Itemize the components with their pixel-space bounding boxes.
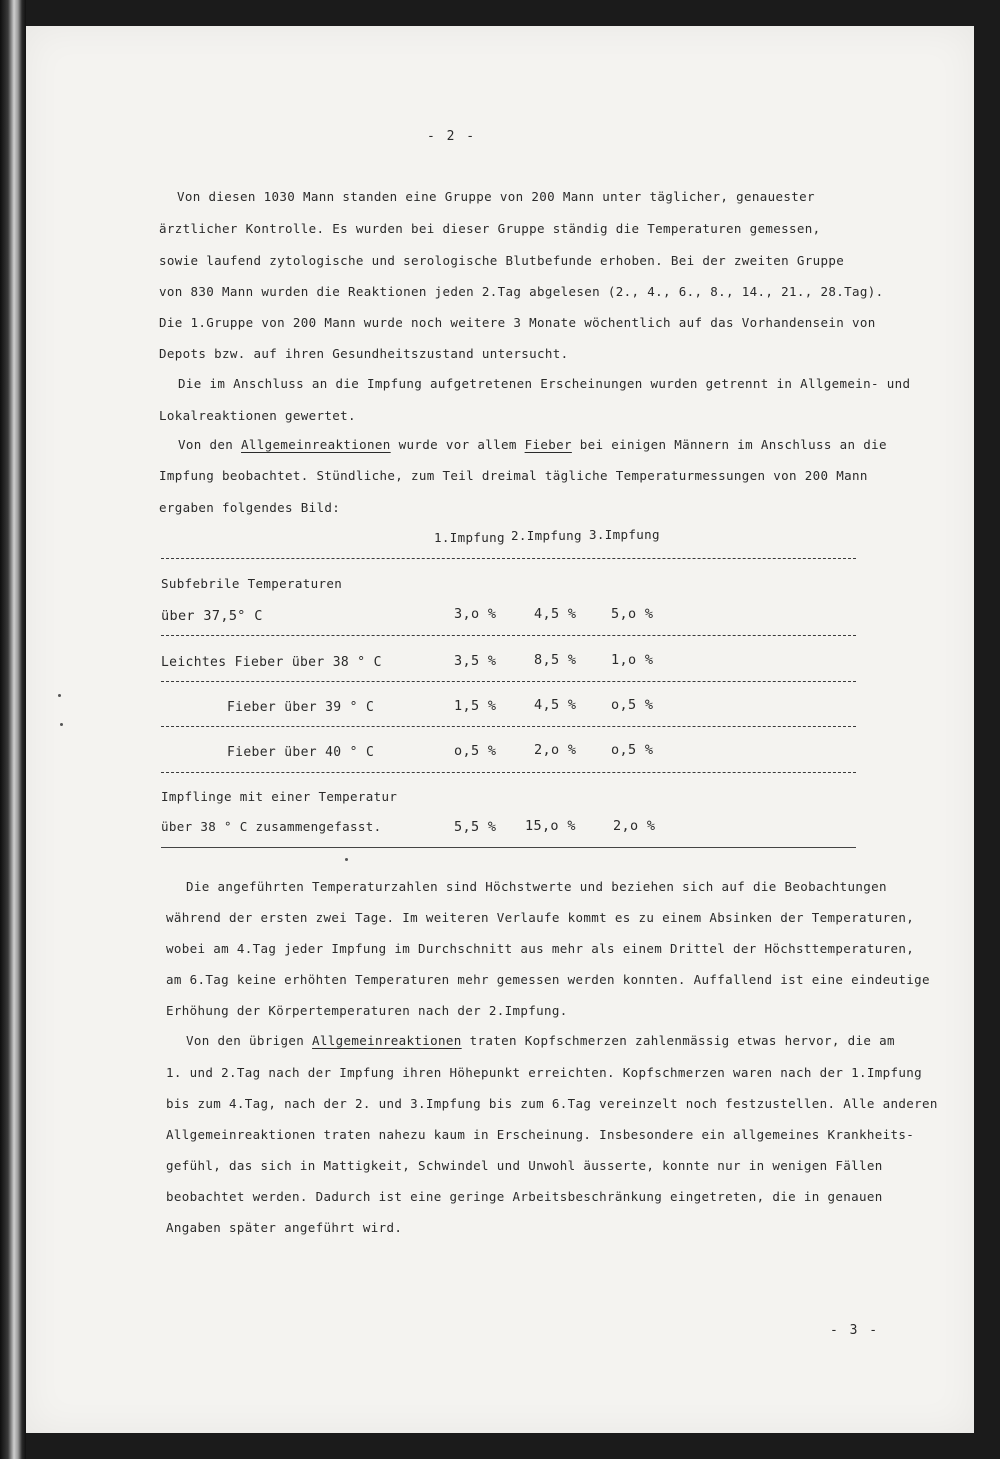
table-cell: o,5 % [454,743,497,759]
table-cell: 3,o % [454,606,497,622]
scan-speck [58,694,61,697]
text-line: bis zum 4.Tag, nach der 2. und 3.Impfung bis zum 6.Tag vereinzelt noch festzustellen. Alle anderen [166,1096,938,1111]
row-label: über 38 ° C zusammengefasst. [161,819,382,834]
text-line: wobei am 4.Tag jeder Impfung im Durchschnitt aus mehr als einem Drittel der Höchsttemperaturen, [166,941,915,956]
page-number: - 2 - [427,129,477,144]
next-page-number: - 3 - [830,1323,880,1338]
row-label: über 37,5° C [161,608,263,624]
scan-binding-edge [0,0,26,1459]
text-line: Von diesen 1030 Mann standen eine Gruppe von 200 Mann unter täglicher, genauester [177,189,815,204]
table-cell: 5,5 % [454,819,497,835]
text-line: ärztlicher Kontrolle. Es wurden bei dieser Gruppe ständig die Temperaturen gemessen, [159,221,821,236]
text-line: Die angeführten Temperaturzahlen sind Höchstwerte und beziehen sich auf die Beobachtungen [186,879,887,894]
scan-speck [345,858,348,861]
text-line: 1. und 2.Tag nach der Impfung ihren Höhepunkt erreichten. Kopfschmerzen waren nach der 1.Impfung [166,1065,923,1080]
text-line: Die 1.Gruppe von 200 Mann wurde noch weitere 3 Monate wöchentlich auf das Vorhandensein von [159,315,876,330]
text-line: von 830 Mann wurden die Reaktionen jeden 2.Tag abgelesen (2., 4., 6., 8., 14., 21., 28.Tag). [159,284,884,299]
text-line: Lokalreaktionen gewertet. [159,408,356,423]
underlined-term: Allgemeinreaktionen [312,1033,462,1048]
row-label: Leichtes Fieber über 38 ° C [161,655,382,670]
text-line: ergaben folgendes Bild: [159,500,341,515]
table-cell: 1,5 % [454,698,497,714]
table-rule [161,726,856,727]
text-line: Angaben später angeführt wird. [166,1220,403,1235]
table-cell: 15,o % [525,818,576,834]
table-cell: 2,o % [613,818,656,834]
text-line: Impfung beobachtet. Stündliche, zum Teil dreimal tägliche Temperaturmessungen von 200 Mann [159,468,868,483]
table-rule [161,558,856,559]
table-cell: 5,o % [611,606,654,622]
table-cell: 4,5 % [534,697,577,713]
text-line: gefühl, das sich in Mattigkeit, Schwindel und Unwohl äusserte, konnte nur in wenigen Fällen [166,1158,883,1173]
text-line: Erhöhung der Körpertemperaturen nach der 2.Impfung. [166,1003,568,1018]
text-line: am 6.Tag keine erhöhten Temperaturen mehr gemessen werden konnten. Auffallend ist eine eindeutige [166,972,930,987]
row-label: Impflinge mit einer Temperatur [161,789,398,804]
table-cell: o,5 % [611,742,654,758]
column-header: 3.Impfung [589,527,660,542]
row-label: Subfebrile Temperaturen [161,576,343,591]
table-cell: 8,5 % [534,652,577,668]
table-cell: 1,o % [611,652,654,668]
table-cell: o,5 % [611,697,654,713]
text-line: während der ersten zwei Tage. Im weiteren Verlaufe kommt es zu einem Absinken der Temperaturen, [166,910,915,925]
row-label: Fieber über 39 ° C [227,700,375,715]
column-header: 2.Impfung [511,528,582,543]
table-cell: 3,5 % [454,653,497,669]
scan-speck [60,723,63,726]
table-rule [161,635,856,636]
text-line: Von den Allgemeinreaktionen wurde vor allem Fieber bei einigen Männern im Anschluss an die [178,437,887,452]
text-line: Von den übrigen Allgemeinreaktionen traten Kopfschmerzen zahlenmässig etwas hervor, die am [186,1033,895,1048]
underlined-term: Allgemeinreaktionen [241,437,391,452]
column-header: 1.Impfung [434,530,505,545]
text-line: sowie laufend zytologische und serologische Blutbefunde erhoben. Bei der zweiten Gruppe [159,253,845,268]
document-page [26,26,974,1433]
text-line: Die im Anschluss an die Impfung aufgetretenen Erscheinungen wurden getrennt in Allgemein- und [178,376,911,391]
text-line: Allgemeinreaktionen traten nahezu kaum in Erscheinung. Insbesondere ein allgemeines Krankheits- [166,1127,915,1142]
text-line: beobachtet werden. Dadurch ist eine geringe Arbeitsbeschränkung eingetreten, die in genauen [166,1189,883,1204]
table-cell: 4,5 % [534,606,577,622]
table-rule [161,847,856,848]
table-rule [161,681,856,682]
text-line: Depots bzw. auf ihren Gesundheitszustand untersucht. [159,346,569,361]
underlined-term: Fieber [524,437,572,452]
table-cell: 2,o % [534,742,577,758]
row-label: Fieber über 40 ° C [227,745,375,760]
table-rule [161,772,856,773]
